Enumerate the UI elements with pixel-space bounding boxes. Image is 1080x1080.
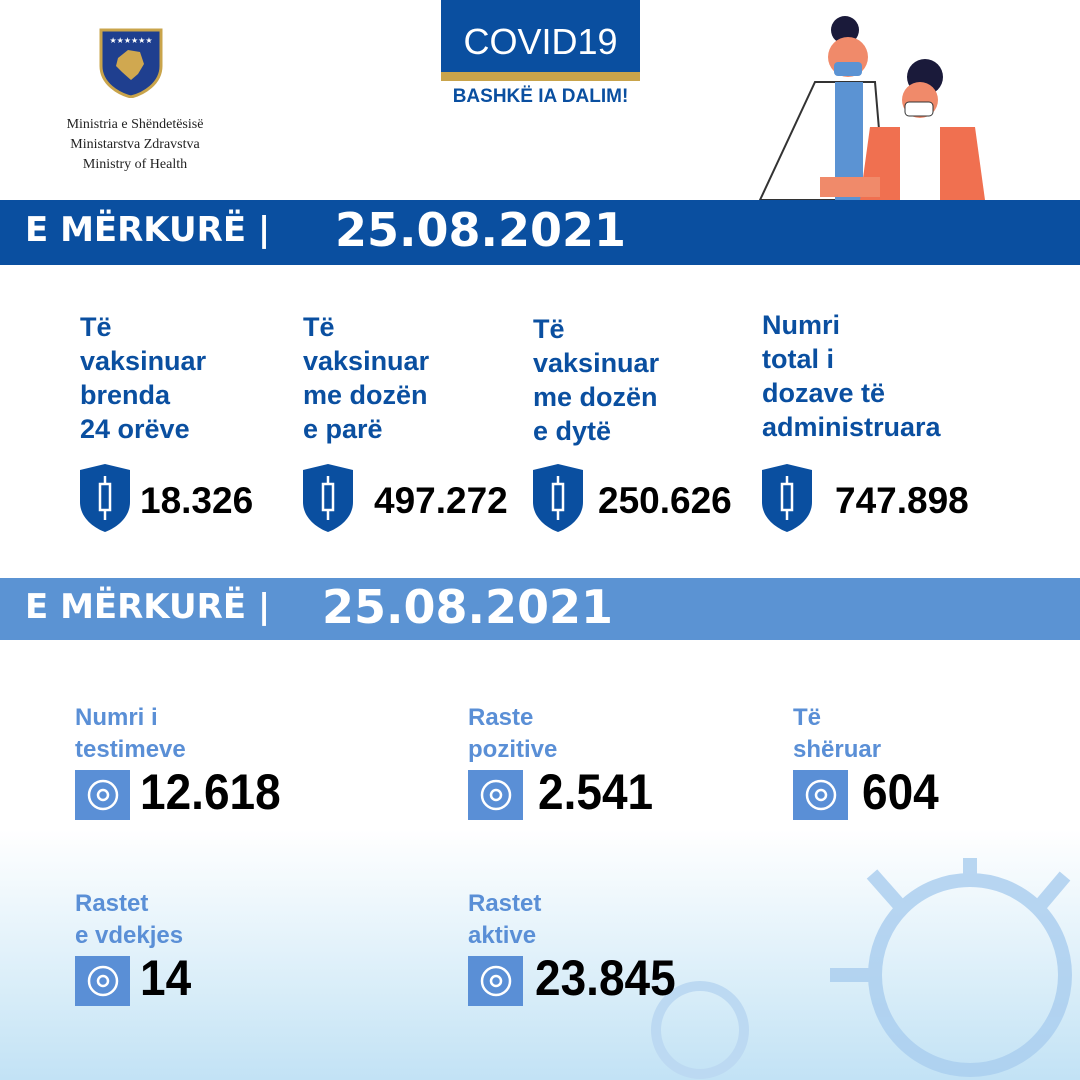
label-line: Të [80, 312, 112, 342]
petri-dish-icon [468, 770, 523, 820]
stat-label-active [468, 888, 541, 952]
stat-value-second-dose: 250.626 [598, 480, 732, 521]
campaign-title: COVID19 [441, 0, 640, 72]
stat-label-tests [75, 702, 186, 766]
label-line: dozave të [762, 378, 886, 408]
ministry-line: Ministarstva Zdravstva [70, 137, 200, 152]
label-line: 24 orëve [80, 414, 190, 444]
label-line: administruara [762, 412, 941, 442]
test-tube-icon [75, 770, 130, 820]
weekday: E MËRKURË | [25, 210, 271, 250]
label-line: brenda [80, 380, 171, 410]
label-line: Të [303, 312, 335, 342]
weekday: E MËRKURË | [25, 587, 271, 627]
kosovo-coat-of-arms-logo [98, 26, 164, 98]
stat-label-recovered [793, 702, 881, 766]
label-line: me dozën [303, 380, 428, 410]
label-line: total i [762, 344, 834, 374]
label-line: aktive [468, 922, 537, 949]
vaccination-date-banner [0, 200, 1080, 265]
stat-label-second-dose [533, 312, 659, 448]
label-line: Të [793, 704, 822, 731]
heart-plus-icon [793, 770, 848, 820]
stat-value-positive: 2.541 [538, 764, 654, 820]
stat-value-first-dose: 497.272 [374, 480, 508, 521]
label-line: Të [533, 314, 565, 344]
stat-value-vaccinated-24h: 18.326 [140, 480, 254, 521]
label-line: Numri [762, 310, 841, 340]
heart-pulse-icon [75, 956, 130, 1006]
stat-label-total-doses [762, 308, 941, 444]
ministry-line: Ministry of Health [82, 157, 188, 172]
label-line: testimeve [75, 736, 186, 763]
stat-value-active: 23.845 [535, 950, 676, 1006]
svg-text:★★★★★★: ★★★★★★ [109, 36, 153, 45]
virus-decoration-icon [640, 850, 1080, 1080]
stat-value-recovered: 604 [862, 764, 939, 820]
people-shield-icon [758, 462, 816, 534]
vial-syringe-shield-icon [299, 462, 357, 534]
label-line: vaksinuar [303, 346, 430, 376]
ministry-name [40, 115, 230, 175]
label-line: vaksinuar [533, 348, 660, 378]
stat-value-tests: 12.618 [140, 764, 281, 820]
label-line: Rastet [75, 890, 149, 917]
stat-label-positive [468, 702, 557, 766]
stat-value-deaths: 14 [140, 950, 192, 1006]
stat-value-total-doses: 747.898 [835, 480, 969, 521]
label-line: me dozën [533, 382, 658, 412]
label-line: shëruar [793, 736, 882, 763]
virus-icon [468, 956, 523, 1006]
stat-label-vaccinated-24h [80, 310, 206, 446]
date: 25.08.2021 [322, 580, 614, 634]
label-line: e parë [303, 414, 383, 444]
stat-label-deaths [75, 888, 183, 952]
cases-date-banner [0, 578, 1080, 640]
label-line: Numri i [75, 704, 158, 731]
date: 25.08.2021 [335, 203, 627, 257]
label-line: pozitive [468, 736, 558, 763]
ministry-line: Ministria e Shëndetësisë [66, 117, 204, 132]
label-line: vaksinuar [80, 346, 207, 376]
two-syringes-shield-icon [529, 462, 587, 534]
gold-divider [441, 72, 640, 81]
label-line: Rastet [468, 890, 542, 917]
stat-label-first-dose [303, 310, 429, 446]
label-line: e dytë [533, 416, 612, 446]
vaccination-illustration [750, 12, 1000, 202]
campaign-slogan: BASHKË IA DALIM! [452, 86, 629, 107]
label-line: Raste [468, 704, 534, 731]
syringe-shield-icon [76, 462, 134, 534]
label-line: e vdekjes [75, 922, 184, 949]
